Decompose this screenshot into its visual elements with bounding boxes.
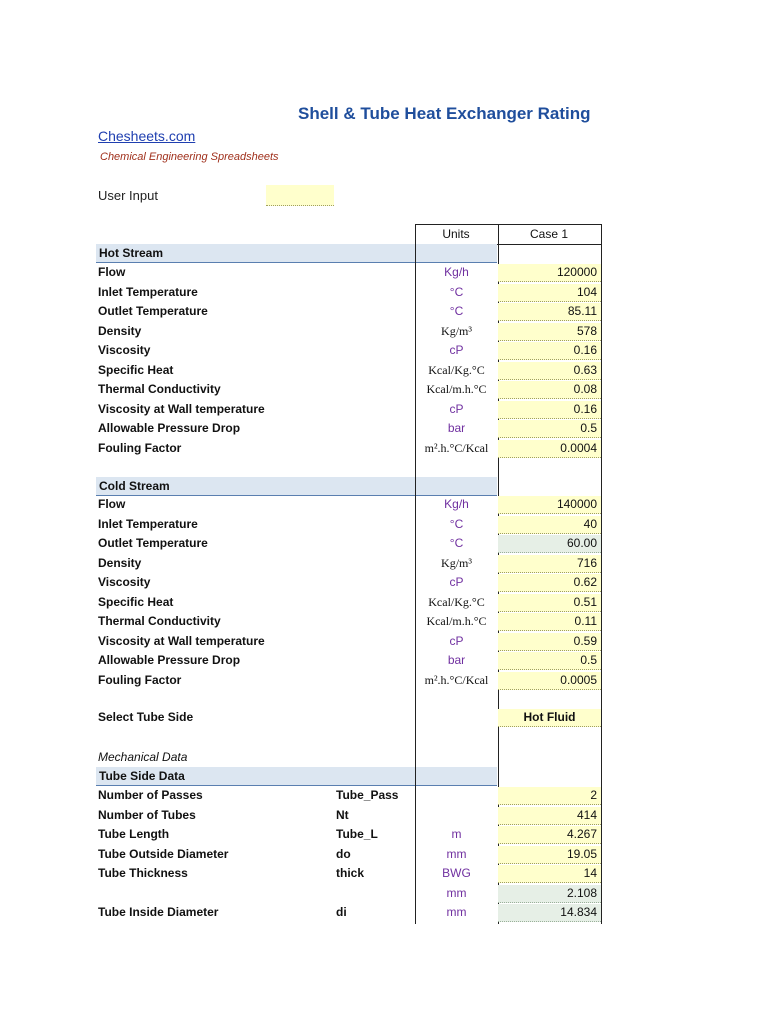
hot-stream-unit: Kcal/Kg.°C <box>428 362 485 377</box>
cold-stream-row-inlet-temperature <box>0 515 768 534</box>
cold-stream-value[interactable]: 0.62 <box>498 574 601 592</box>
hot-stream-unit: bar <box>447 421 466 435</box>
cold-stream-row-specific-heat <box>0 593 768 612</box>
mechanical-data-heading: Mechanical Data <box>98 750 188 764</box>
hot-stream-value[interactable]: 120000 <box>498 264 601 282</box>
cold-stream-label: Viscosity <box>98 575 151 589</box>
hot-stream-value[interactable]: 0.08 <box>498 381 601 399</box>
cold-stream-unit: bar <box>447 653 466 667</box>
tube-side-unit: mm <box>446 885 467 900</box>
hot-stream-unit: Kg/h <box>444 265 469 279</box>
cold-stream-label: Thermal Conductivity <box>98 614 221 628</box>
tube-side-row-number-of-tubes <box>0 806 768 825</box>
tube-side-symbol: Tube_Pass <box>336 788 399 802</box>
tube-side-section-units-fill <box>416 767 497 786</box>
cold-stream-section-units-fill <box>416 477 497 496</box>
hot-stream-row-viscosity-at-wall-temperature <box>0 400 768 419</box>
tube-side-value[interactable]: 414 <box>498 807 601 825</box>
hot-stream-label: Specific Heat <box>98 362 174 377</box>
tube-side-data-section: Tube Side Data <box>96 767 415 786</box>
tube-side-label: Tube Outside Diameter <box>98 846 229 861</box>
site-link[interactable]: Chesheets.com <box>98 128 196 144</box>
hot-stream-row-fouling-factor <box>0 439 768 458</box>
cold-stream-label: Density <box>98 555 142 570</box>
hot-stream-label: Density <box>98 323 142 338</box>
hot-stream-row-viscosity <box>0 341 768 360</box>
cold-stream-value[interactable]: 0.0005 <box>498 672 601 690</box>
tube-side-unit: mm <box>446 905 467 919</box>
cold-stream-row-viscosity <box>0 573 768 592</box>
cold-stream-row-fouling-factor <box>0 671 768 690</box>
cold-stream-unit: °C <box>449 516 464 531</box>
hot-stream-row-allowable-pressure-drop <box>0 419 768 438</box>
cold-stream-label: Viscosity at Wall temperature <box>98 633 265 648</box>
hot-stream-value[interactable]: 0.16 <box>498 401 601 419</box>
cold-stream-row-outlet-temperature <box>0 534 768 553</box>
cold-stream-value[interactable]: 40 <box>498 516 601 534</box>
cold-stream-label: Fouling Factor <box>98 672 182 687</box>
cold-stream-value[interactable]: 0.5 <box>498 652 601 670</box>
case-header: Case 1 <box>529 227 569 241</box>
hot-stream-unit: °C <box>449 284 464 299</box>
tube-side-symbol: di <box>336 905 347 919</box>
hot-stream-unit: Kg/m³ <box>441 323 472 338</box>
tube-side-value[interactable]: 4.267 <box>498 826 601 844</box>
tube-side-value[interactable]: 19.05 <box>498 846 601 864</box>
cold-stream-label: Flow <box>98 497 126 511</box>
cold-stream-label: Inlet Temperature <box>98 516 198 531</box>
user-input-legend-swatch <box>266 185 334 206</box>
cold-stream-label: Allowable Pressure Drop <box>98 653 241 667</box>
hot-stream-row-flow <box>0 263 768 282</box>
table-header <box>415 224 601 245</box>
cold-stream-value[interactable]: 0.51 <box>498 594 601 612</box>
hot-stream-row-thermal-conductivity <box>0 380 768 399</box>
tube-side-symbol: Tube_L <box>336 827 378 841</box>
cold-stream-unit: °C <box>449 536 464 550</box>
tube-side-unit: m <box>451 827 462 841</box>
user-input-legend-label: User Input <box>98 188 158 203</box>
hot-stream-value[interactable]: 104 <box>498 284 601 302</box>
tube-side-select-row <box>0 708 768 727</box>
cold-stream-unit: cP <box>449 575 464 589</box>
hot-stream-section-units-fill <box>416 244 497 263</box>
hot-stream-section: Hot Stream <box>96 244 415 263</box>
tube-side-unit: BWG <box>442 866 471 880</box>
hot-stream-label: Outlet Temperature <box>98 304 208 318</box>
hot-stream-row-inlet-temperature <box>0 283 768 302</box>
cold-stream-unit: cP <box>449 633 464 648</box>
tube-side-label: Number of Tubes <box>98 807 196 822</box>
hot-stream-label: Flow <box>98 265 126 279</box>
hot-stream-label: Viscosity <box>98 343 151 357</box>
tube-side-value[interactable]: 2.108 <box>498 885 601 903</box>
tube-side-select-value[interactable]: Hot Fluid <box>498 709 601 727</box>
tube-side-symbol: Nt <box>336 807 349 822</box>
cold-stream-unit: Kg/m³ <box>441 555 472 570</box>
tube-side-row-tube-outside-diameter <box>0 845 768 864</box>
cold-stream-value[interactable]: 716 <box>498 555 601 573</box>
cold-stream-unit: m².h.°C/Kcal <box>424 672 489 687</box>
tube-side-label: Tube Length <box>98 827 170 841</box>
cold-stream-row-allowable-pressure-drop <box>0 651 768 670</box>
cold-stream-unit: Kcal/m.h.°C <box>426 614 487 628</box>
hot-stream-label: Inlet Temperature <box>98 284 198 299</box>
tube-side-select-label: Select Tube Side <box>98 710 194 724</box>
tube-side-symbol: thick <box>336 866 365 880</box>
site-subtitle: Chemical Engineering Spreadsheets <box>100 151 279 163</box>
hot-stream-label: Allowable Pressure Drop <box>98 421 241 435</box>
cold-stream-value[interactable]: 60.00 <box>498 535 601 553</box>
tube-side-value[interactable]: 14.834 <box>498 904 601 922</box>
hot-stream-value[interactable]: 0.16 <box>498 342 601 360</box>
tube-side-label: Tube Inside Diameter <box>98 905 219 919</box>
tube-side-label: Tube Thickness <box>98 866 188 880</box>
hot-stream-value[interactable]: 0.0004 <box>498 440 601 458</box>
hot-stream-unit: Kcal/m.h.°C <box>426 382 487 396</box>
hot-stream-unit: cP <box>449 343 464 357</box>
hot-stream-value[interactable]: 578 <box>498 323 601 341</box>
hot-stream-value[interactable]: 85.11 <box>498 303 601 321</box>
cold-stream-row-thermal-conductivity <box>0 612 768 631</box>
tube-side-value[interactable]: 2 <box>498 787 601 805</box>
cold-stream-value[interactable]: 140000 <box>498 496 601 514</box>
hot-stream-unit: °C <box>449 304 464 318</box>
cold-stream-section: Cold Stream <box>96 477 415 496</box>
hot-stream-value[interactable]: 0.5 <box>498 420 601 438</box>
hot-stream-row-outlet-temperature <box>0 302 768 321</box>
cold-stream-value[interactable]: 0.11 <box>498 613 601 631</box>
hot-stream-unit: cP <box>449 401 464 416</box>
cold-stream-label: Specific Heat <box>98 594 174 609</box>
units-header: Units <box>442 227 470 241</box>
cold-stream-row-density <box>0 554 768 573</box>
tube-side-symbol: do <box>336 846 351 861</box>
tube-side-unit: mm <box>446 846 467 861</box>
hot-stream-value[interactable]: 0.63 <box>498 362 601 380</box>
cold-stream-row-viscosity-at-wall-temperature <box>0 632 768 651</box>
cold-stream-label: Outlet Temperature <box>98 536 208 550</box>
hot-stream-label: Fouling Factor <box>98 440 182 455</box>
hot-stream-label: Viscosity at Wall temperature <box>98 401 265 416</box>
hot-stream-row-density <box>0 322 768 341</box>
cold-stream-value[interactable]: 0.59 <box>498 633 601 651</box>
tube-side-row-tube-inside-diameter <box>0 903 768 922</box>
hot-stream-row-specific-heat <box>0 361 768 380</box>
tube-side-value[interactable]: 14 <box>498 865 601 883</box>
hot-stream-label: Thermal Conductivity <box>98 382 221 396</box>
tube-side-row-tube-length <box>0 825 768 844</box>
cold-stream-row-flow <box>0 495 768 514</box>
tube-side-row-extra-5 <box>0 884 768 903</box>
cold-stream-unit: Kcal/Kg.°C <box>428 594 485 609</box>
tube-side-label: Number of Passes <box>98 788 203 802</box>
page-title: Shell & Tube Heat Exchanger Rating <box>298 104 591 123</box>
tube-side-row-number-of-passes <box>0 786 768 805</box>
cold-stream-unit: Kg/h <box>444 497 469 511</box>
hot-stream-unit: m².h.°C/Kcal <box>424 440 489 455</box>
tube-side-row-tube-thickness <box>0 864 768 883</box>
